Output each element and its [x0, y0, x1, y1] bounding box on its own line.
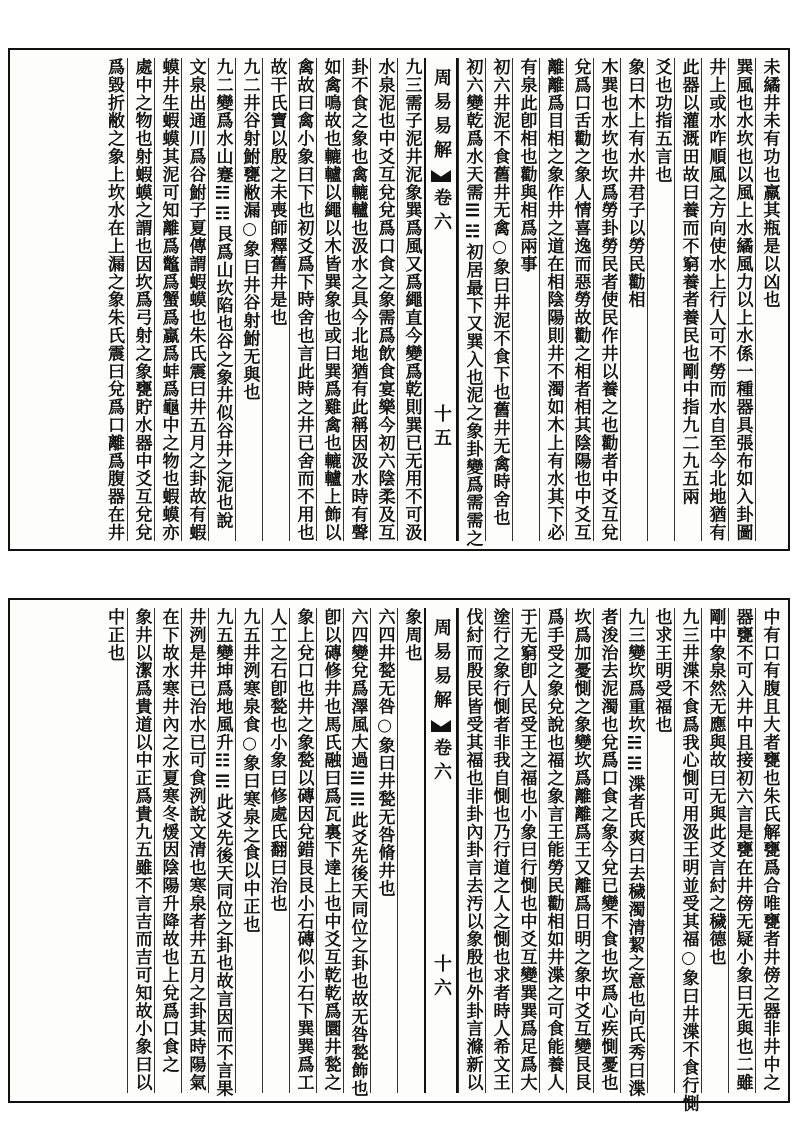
column-text: 爲毀折敝之象上坎水在上漏之象朱氏震曰兌爲口離爲腹器在井 — [104, 58, 124, 542]
column-text: 巽風也水坎也以風上水繘風力以上水係一種器具張布如入卦圖 — [732, 58, 753, 542]
column-text: 木巽也水坎也坎爲勞卦勞民者使民作井以養之也勸者中爻互兌 — [597, 58, 618, 542]
text-column — [755, 58, 782, 541]
text-column — [370, 58, 397, 541]
text-column — [485, 58, 512, 541]
column-text: 有泉此卽相也勸與相爲兩事 — [516, 58, 537, 273]
text-column — [343, 58, 370, 541]
text-column — [208, 58, 235, 541]
column-text: 九五變坤爲地風升☷☴此爻先後天同位之卦也故言因而不言果 — [212, 608, 233, 1098]
text-column — [370, 608, 397, 1093]
text-column — [647, 58, 674, 541]
text-column — [316, 58, 343, 541]
text-column — [397, 58, 424, 541]
text-column — [127, 608, 154, 1093]
fish-tail-mark — [431, 720, 451, 732]
text-column — [512, 608, 539, 1093]
column-text: 卦不食之象也禽轆轤也汲水之具今北地猶有此稱因汲水時有聲 — [347, 58, 368, 542]
column-text: 此器以灌溉田故曰養而不窮養者養民也剛中指九二九五兩 — [678, 58, 699, 506]
text-column — [316, 608, 343, 1093]
text-column — [539, 58, 566, 541]
column-text: 兌爲口舌勸之象人情喜逸而惡勞故勸之相者相其陰陽也中爻互 — [570, 58, 591, 542]
bottom-page — [8, 598, 790, 1113]
column-text: 爻也功指五言也 — [651, 58, 672, 184]
column-text: 者浚治去泥濁也兌爲口食之象今兌已變不食也坎爲心疾惻憂也 — [597, 608, 618, 1092]
text-column — [154, 58, 181, 541]
column-text: 井洌是井已治水已可食洌說文清也寒泉者井五月之卦其時陽氣 — [185, 608, 206, 1092]
column-text: 故干氏寶以殷之未喪師釋舊井是也 — [266, 58, 287, 327]
column-text: 初六井泥不食舊井无禽○象曰井泥不食下也舊井无禽時舍也 — [489, 58, 510, 527]
text-column — [181, 58, 208, 541]
text-column — [755, 608, 782, 1093]
center-margin — [424, 58, 458, 541]
column-text: 禽故曰禽小象曰下也初爻爲下時舍也言此時之井已舍而不用也 — [293, 58, 314, 542]
column-text: 井上或水咋順風之方向使水上行人可不勞而水自至今北地猶有 — [705, 58, 726, 542]
text-column — [701, 608, 728, 1093]
column-text: 剛中象泉然无應與故曰无與此爻言紂之穢德也 — [705, 608, 726, 966]
text-column — [235, 608, 262, 1093]
bottom-columns — [16, 608, 782, 1113]
text-column — [289, 608, 316, 1093]
column-text: 處中之物也射蝦蟆之謂也因坎爲弓射之象甕貯水器中爻互兌兌 — [131, 58, 152, 542]
book-title: 周易易解 — [431, 618, 452, 714]
text-column — [397, 608, 424, 1093]
column-text: 六四井甃无咎○象曰井甃无咎脩井也 — [374, 608, 395, 898]
text-column — [674, 608, 701, 1113]
book-title: 周易易解 — [431, 68, 452, 164]
column-text: 象井以潔爲貴道以中正爲貴九五雖不言吉而吉可知故小象曰以 — [131, 608, 152, 1092]
text-column — [458, 58, 485, 548]
column-text: 如禽鳴故也轆轤以繩以木皆巽象也或曰巽爲雞禽也轆轤上飾以 — [320, 58, 341, 542]
column-text: 六四變兌爲澤風大過☱☴此爻先後天同位之卦也故无咎甃飾也 — [347, 608, 368, 1098]
page-number: 十五 — [431, 404, 452, 452]
text-column — [343, 608, 370, 1098]
text-column — [181, 608, 208, 1093]
column-text: 蟆井生蝦蟆其泥可知離爲鼈爲蟹爲蠃爲蚌爲龜中之物也蝦蟆亦 — [158, 58, 179, 542]
top-columns — [16, 58, 782, 548]
column-text: 九二井谷射鮒甕敝漏○象曰井谷射鮒无與也 — [239, 58, 260, 402]
text-column — [235, 58, 262, 541]
column-text: 象上兌口也井之象甃以磚因兌錯艮艮小石磚似小石下巽巽爲工 — [293, 608, 314, 1092]
column-text: 水泉泥也中爻互兌兌爲口食之象需爲飲食宴樂今初六陰柔及互 — [374, 58, 395, 542]
column-text: 人工之石卽甃也小象曰修處氏翻曰治也 — [266, 608, 287, 913]
column-text: 伐紂而殷民皆受其福也非卦內卦言去汚以象殷也外卦言滌新以 — [462, 608, 483, 1092]
column-text: 九二變爲水山蹇☵☶艮爲山坎陷也谷之象井似谷井之泥也說 — [212, 58, 233, 530]
text-column — [262, 608, 289, 1093]
column-text: 文泉出通川爲谷鮒子夏傳謂蝦蟆也朱氏震曰井五月之卦故有蝦 — [185, 58, 206, 542]
text-column — [566, 608, 593, 1093]
column-text: 未繘井未有功也羸其瓶是以凶也 — [759, 58, 780, 309]
text-column — [728, 58, 755, 541]
volume-label: 卷六 — [431, 738, 452, 786]
column-text: 器甕不可入井中且接初六言是甕在井傍无疑小象曰无與也二雖 — [732, 608, 753, 1092]
text-column — [701, 58, 728, 541]
page-number: 十六 — [431, 954, 452, 1002]
column-text: 塗行之象行惻者非我自惻也乃行道之人之惻也求者時人希文王 — [489, 608, 510, 1092]
column-text: 離離爲目相之象作井之道在相陰陽則井不濁如木上有水其下必 — [543, 58, 564, 542]
column-text: 坎爲加憂惻之象變坎爲離離爲王又離爲日明之象中爻互變艮艮 — [570, 608, 591, 1092]
text-column — [127, 58, 154, 541]
column-text: 九三井渫不食爲我心惻可用汲王明並受其福○象曰井渫不食行惻 — [678, 608, 699, 1113]
column-text: 也求王明受福也 — [651, 608, 672, 734]
column-text: 象周也 — [401, 608, 422, 662]
text-column — [674, 58, 701, 541]
text-column — [593, 58, 620, 541]
text-column — [485, 608, 512, 1093]
text-column — [647, 608, 674, 1093]
text-column — [620, 58, 647, 541]
column-text: 爲手受之象兌說也福之象言王能勞民勸相如井渫之可食能養人 — [543, 608, 564, 1092]
text-column — [512, 58, 539, 541]
text-column — [728, 608, 755, 1093]
column-text: 九三變坎爲重坎☵☵渫者氏爽曰去穢濁清絜之意也向氏秀曰渫 — [624, 608, 645, 1098]
volume-label: 卷六 — [431, 188, 452, 236]
column-text: 于无窮卽人民受王之福也小象曰行惻也中爻互變巽巽爲足爲大 — [516, 608, 537, 1092]
text-column — [100, 58, 127, 541]
center-margin — [424, 608, 458, 1093]
fish-tail-mark — [431, 170, 451, 182]
top-page — [8, 48, 790, 551]
column-text: 在下故水寒井內之水夏寒冬煖因陰陽升降故也上兌爲口食之 — [158, 608, 179, 1074]
text-column — [620, 608, 647, 1098]
column-text: 九三需子泥井泥象巽爲風又爲繩直今變爲乾則巽已无用不可汲 — [401, 58, 422, 542]
text-column — [566, 58, 593, 541]
column-text: 象曰木上有水井君子以勞民勸相 — [624, 58, 645, 309]
column-text: 九五井洌寒泉食○象曰寒泉之食以中正也 — [239, 608, 260, 934]
text-column — [289, 58, 316, 541]
text-column — [154, 608, 181, 1093]
text-column — [262, 58, 289, 541]
text-column — [539, 608, 566, 1093]
column-text: 中有口有腹且大者甕也朱氏解甕爲合唯甕者井傍之器非井中之 — [759, 608, 780, 1092]
text-column — [208, 608, 235, 1098]
text-column — [458, 608, 485, 1093]
column-text: 卽以磚修井也馬氏融曰爲瓦裏下達上也中爻互乾乾爲圜井甃之 — [320, 608, 341, 1092]
text-column — [100, 608, 127, 1093]
text-column — [593, 608, 620, 1093]
column-text: 初六變乾爲水天需☰☵初居最下又巽入也泥之象卦變爲需需之 — [462, 58, 483, 548]
column-text: 中正也 — [104, 608, 124, 662]
